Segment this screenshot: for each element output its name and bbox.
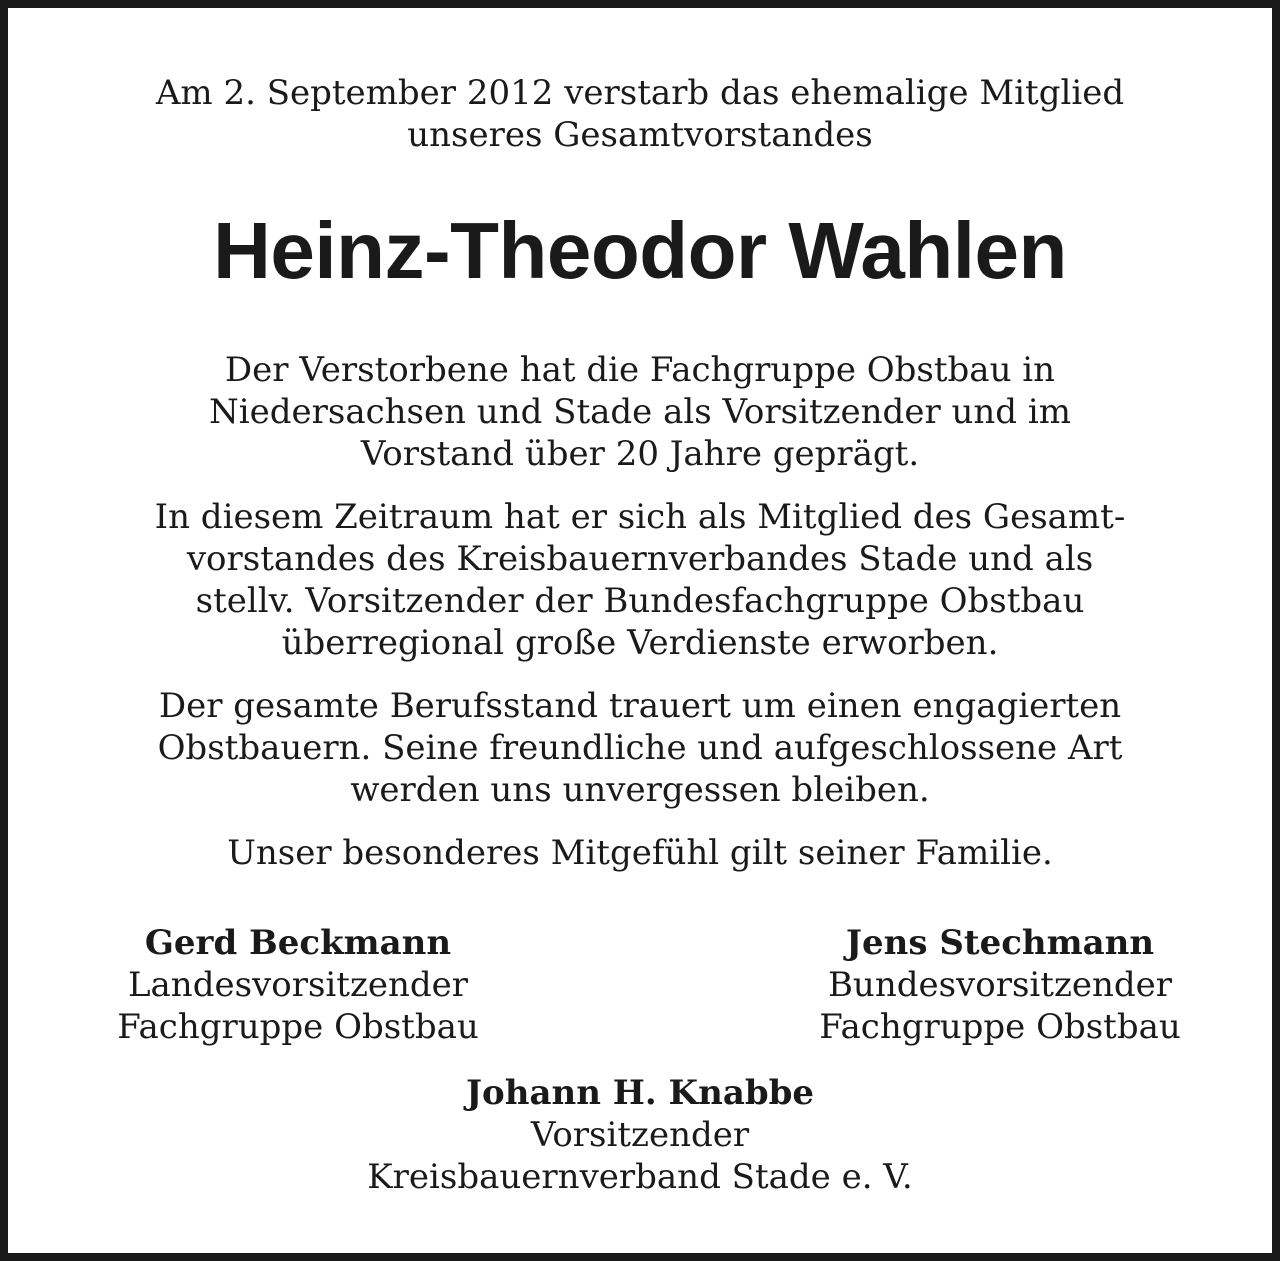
signatory-org: Kreisbauernverband Stade e. V. <box>367 1157 913 1197</box>
signatory-org: Fachgruppe Obstbau <box>117 1007 479 1047</box>
paragraph-2-line-4: überregional große Verdienste erworben. <box>281 623 999 663</box>
signatory-name: Gerd Beckmann <box>144 923 452 963</box>
paragraph-1-line-3: Vorstand über 20 Jahre geprägt. <box>360 434 920 474</box>
paragraph-3-line-3: werden uns unvergessen bleiben. <box>350 770 930 810</box>
signatory-role: Vorsitzender <box>530 1115 750 1155</box>
signatory-name: Johann H. Knabbe <box>465 1073 815 1113</box>
paragraph-3-line-1: Der gesamte Berufsstand trauert um einen engagierten <box>158 686 1122 726</box>
intro-line-1: Am 2. September 2012 verstarb das ehemalige Mitglied <box>155 73 1125 113</box>
signatory-name: Jens Stechmann <box>845 923 1155 963</box>
signatory-right <box>780 922 1220 1048</box>
signatory-center <box>8 1072 1272 1198</box>
signatory-left <box>78 922 518 1048</box>
paragraph-1-line-2: Niedersachsen und Stade als Vorsitzender und im <box>208 392 1071 432</box>
paragraph-4-line-1: Unser besonderes Mitgefühl gilt seiner Familie. <box>227 833 1053 873</box>
signatory-role: Landesvorsitzender <box>127 965 469 1005</box>
paragraph-3-line-2: Obstbauern. Seine freundliche und aufgeschlossene Art <box>157 728 1123 768</box>
paragraph-1-line-1: Der Verstorbene hat die Fachgruppe Obstbau in <box>224 350 1056 390</box>
signatory-org: Fachgruppe Obstbau <box>819 1007 1181 1047</box>
signatory-role: Bundesvorsitzender <box>827 965 1173 1005</box>
paragraph-2-line-3: stellv. Vorsitzender der Bundesfachgruppe Obstbau <box>195 581 1085 621</box>
deceased-name: Heinz-Theodor Wahlen <box>213 206 1067 295</box>
intro-line-2: unseres Gesamtvorstandes <box>407 115 873 155</box>
paragraph-2-line-1: In diesem Zeitraum hat er sich als Mitglied des Gesamt- <box>154 497 1126 537</box>
paragraph-2-line-2: vorstandes des Kreisbauernverbandes Stade und als <box>186 539 1094 579</box>
